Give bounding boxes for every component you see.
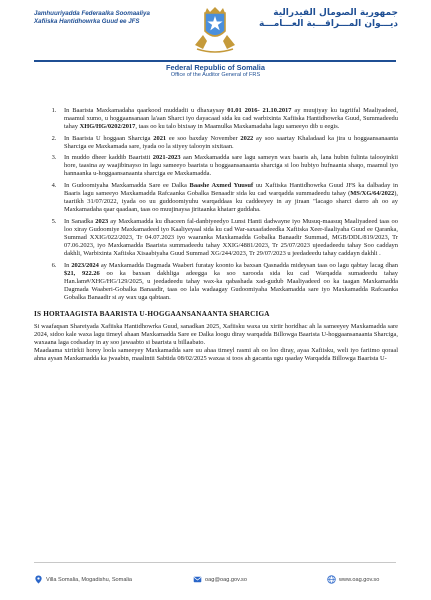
globe-icon	[327, 575, 336, 584]
emblem-right-leopard	[223, 35, 235, 49]
letterhead-english-line1: Federal Republic of Somalia	[166, 63, 265, 72]
findings-list	[34, 107, 398, 302]
footer-divider	[34, 562, 396, 563]
letterhead-somali-line1: Jamhuuriyadda Federaalka Soomaaliya	[34, 10, 150, 17]
finding-item: 2. In Baarista U hoggaan Sharciga 2021 ee soo baxday November 2022 ay soo saartay Khaladaad ka jira u hoggaansanaanta Sharciga ee Maxkamada sare, iyada oo la siiyey talooyin sixitaan.	[58, 135, 398, 151]
letterhead-english-line2: Office of the Auditor General of FRS	[170, 72, 261, 78]
footer-website-text: www.oag.gov.so	[339, 576, 380, 583]
letterhead-somali-line2: Xafiiska Hantidhowrka Guud ee JFS	[34, 18, 140, 26]
footer-website[interactable]	[327, 575, 379, 584]
footer-email-text: oag@oag.gov.so	[205, 576, 247, 583]
finding-item: 6. In 2023/2024 ay Maxkamadda Dagmada Waaberi furatay koonto ka baxsan Qasnadda mideysan taas oo lagu qabtay lacag dhan $21, 922.26 oo ka baxsan dakhliga adeegga ka soo xarooda sida ku cad Warqadda sumadeedu tahay Han.lam#/XHG/HG/129/2025, u jeedadeedu tahay wax-ka qabashada xad-gudub Maaliyadeed oo ka taagan Maxkamadda Dagmada Waaberi-Gobalka Banaadir, taas oo lala wadaagay Gudoomiyaha Maxkamadda sare iyo Maxkamadda Rafcaanka Gobalka Banaadir si ay wax uga qabtaan.	[58, 262, 398, 302]
email-icon	[193, 575, 202, 584]
body-paragraph: Si waafaqsan Shareiyada Xafiiska Hantidhowrka Guud, sanadkan 2025, Xafiisku waxa uu xiriir horidhac ah la sameeyey Maxkamadda sare 2024, sidoo kale waxa lagu timeyl ahaan Maxkamadda Sare ee Dalka loogu diray warqadda Billowga Baarista U-hoggaansanaanta Sharciga, waxaana laga codsaday in ay soo jawaabto si baarista u billaabato.	[34, 323, 398, 347]
letterhead-somali	[34, 10, 184, 26]
section-heading: IS HORTAAGISTA BAARISTA U-HOGGAANSANAANTA SHARCIGA	[34, 310, 270, 319]
location-pin-icon	[34, 575, 43, 584]
emblem-crown	[205, 7, 225, 13]
letterhead-arabic-line2: ديـــوان المـــراقـــبة العـــامـــة	[259, 19, 398, 29]
footer-email[interactable]	[193, 575, 247, 584]
somalia-emblem	[189, 5, 241, 53]
finding-item: 5. In Sanadka 2023 ay Maxkamadda ku dhaceen fal-danbiyeedyo Lunsi Hanti dadwayne iyo Musuq-maasuq Maaliyadeed taas oo loo xiray Gudoomiye Maxkamadeed iyo Kaaliyeyaal sida ku cad War-saxaafadeedka Xafiiska Xeer-ilaaliyaha Guud ee Qaranka, Summad XXIG/022/2023, Tr 04.07.2023 iyo waaranka Maxkamadda Gobalka Banaadir Summad, MGB/DDL/819/2023, Tr 07.06.2023, iyo Maxkamadda Baarista summadeedu tahay XXIG/4881/2023, Tr 25/07/2023 ujeedadeedu tahay Soo caddayn dakhli, Warbixinta Xafiiska Xisaabiyaha Guud Summad XG/244/2023, Tr 29/07/2023 u jeedadeedu tahay caddayn dakhli .	[58, 218, 398, 258]
footer	[0, 562, 431, 592]
letterhead-arabic	[248, 8, 398, 30]
body-paragraph: Maadaama xiriirkii horey loola sameeyey Maxkamadda sare uu ahaa timeyl rasmi ah oo loo diray, ayaa Xafiisku, weli iyo fariimo qoraal ahna aysan Maxkamadda ka jwaabin, maalintii Sabtida 08/02/2025 waxaa si toos ah gacanta ugu qaaday Warqadda Billowga Baarista U-	[34, 347, 398, 363]
emblem-ribbon	[197, 49, 233, 52]
letterhead-english	[0, 63, 431, 79]
footer-address	[34, 575, 132, 584]
document-body	[34, 107, 398, 364]
finding-item: 4. In Gudoomiyaha Maxkamadda Sare ee Dalka Baashe Axmed Yuusuf uu Xafiiska Hantidhowrka Guud JFS ka dalbaday in Baaris lagu sameeyo Maxkamadda Rafcaanka Gobalka Benaadir sida ku cad warqadda summadeedu tahay (MS/XG/64/2022), taariikh 31/07/2022, iyada oo uu guddoomiyuhu warqaddaas ku caddeeyey in ay jiraan "lacago sharci darro ah oo ay Maxkamadaha qaar qaadaan, taas oo muujinaysa jiritaanka khatarr guddaha.	[58, 182, 398, 214]
letterhead	[0, 0, 431, 82]
letterhead-divider	[34, 60, 396, 62]
emblem-left-leopard	[195, 35, 207, 49]
footer-address-text: Villa Somalia, Mogadishu, Somalia	[46, 576, 133, 583]
finding-item: 3. In muddo dheer kaddib Baaristii 2021-2023 aan Maxkamadda sare lagu sameyn wax baaris ah, lana hubin fulinta talooyinkii hore, taasina ay waajibinayso in lagu sameeyo baarista u hoggaansanaanta sharciga si loo hubiyo hufnaanta shaqo, maamul iyo hannaanka u-hoggaansanaanta sharciga ee Maxkamadda.	[58, 154, 398, 178]
finding-item: 1. In Baarista Maxkamadaha qaarkood muddadii u dhaxaysay 01.01 2016- 21.10.2017 ay muujiyay ku tagriifal Maaliyadeed, maamul xumo, u hoggaansanaan la'aan Sharci iyo dayacaad sida ku cad warbixinta Xafiiska Hantidhowrka Guud, Summadeedu tahay XHG/HG/0202/2017, taas oo ku talo bixisay in Maamulka Maxkamadaha lagu sameeyo dib u eegis.	[58, 107, 398, 131]
letterhead-arabic-line1: جمهورية الصومال الفيدرالية	[273, 8, 398, 18]
